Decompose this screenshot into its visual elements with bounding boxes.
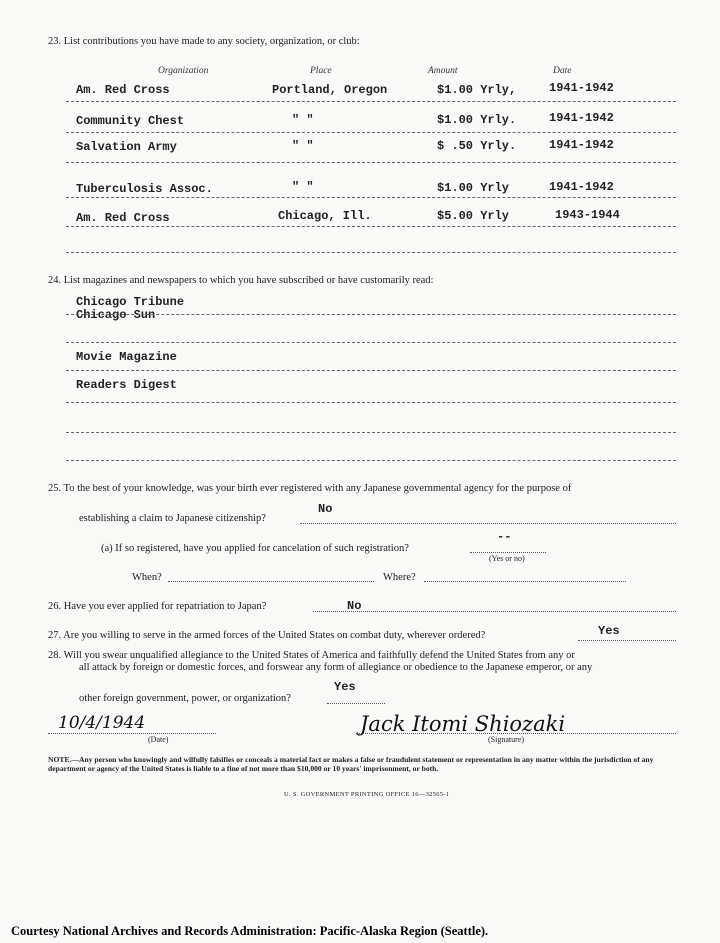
q23-text: 23. List contributions you have made to any society, organization, or club: [48,36,360,47]
magazine-item: Movie Magazine [76,350,177,364]
date-line [48,733,216,734]
rule-line [66,314,676,315]
row-place: Portland, Oregon [272,83,388,97]
q28-text-line2: all attack by foreign or domestic forces, and forswear any form of allegiance or obedience to the Japanese emperor, or any [79,662,593,673]
q25-answer: No [318,502,333,516]
magazine-item: Chicago Sun [76,308,156,322]
q25-text-continued: establishing a claim to Japanese citizenship? [79,513,266,524]
row-date: 1941-1942 [549,180,614,194]
rule-line [66,101,676,102]
rule-line [66,226,676,227]
q28-text-line3: other foreign government, power, or organization? [79,693,291,704]
when-label: When? [132,572,162,583]
row-organization: Am. Red Cross [76,211,170,225]
where-line [424,581,626,582]
row-organization: Tuberculosis Assoc. [76,182,213,196]
rule-line [66,162,676,163]
archive-credit: Courtesy National Archives and Records Administration: Pacific-Alaska Region (Seattle). [11,924,489,938]
q25-text: 25. To the best of your knowledge, was your birth ever registered with any Japanese governmental agency for the purpose of [48,483,572,494]
answer-line [578,640,676,641]
header-date: Date [553,66,572,76]
q28-answer: Yes [334,680,356,694]
magazine-item: Readers Digest [76,378,177,392]
rule-line [66,342,676,343]
date-caption: (Date) [148,735,169,744]
legal-note: NOTE.—Any person who knowingly and wilfully falsifies or conceals a material fact or makes a false or fraudulent statement or representation in any matter within the jurisdiction of any department or agency of the United States is liable to a fine of not more than $10,000 or 10 years' imprisonment, or both. [48,755,654,773]
signature-caption: (Signature) [488,735,524,744]
where-label: Where? [383,572,416,583]
rule-line [66,432,676,433]
printing-office: U. S. GOVERNMENT PRINTING OFFICE 16—32565-1 [284,791,450,798]
row-date: 1941-1942 [549,111,614,125]
rule-line [66,402,676,403]
header-organization: Organization [158,66,209,76]
rule-line [66,460,676,461]
row-amount: $ .50 Yrly. [437,139,517,153]
answer-line [470,552,546,553]
q25a-answer: -- [497,530,512,544]
row-place: Chicago, Ill. [278,209,372,223]
q27-text: 27. Are you willing to serve in the armed forces of the United States on combat duty, wherever ordered? [48,630,486,641]
answer-line [327,703,385,704]
rule-line [66,252,676,253]
row-date: 1941-1942 [549,81,614,95]
row-place: " " [292,180,314,194]
row-place: " " [292,139,314,153]
q26-text: 26. Have you ever applied for repatriation to Japan? [48,601,267,612]
row-organization: Salvation Army [76,140,177,154]
rule-line [66,370,676,371]
q24-text: 24. List magazines and newspapers to which you have subscribed or have customarily read: [48,275,434,286]
rule-line [66,197,676,198]
q28-text-line1: 28. Will you swear unqualified allegiance to the United States of America and faithfully defend the United States from any or [48,650,575,661]
magazine-item: Chicago Tribune [76,295,185,309]
header-place: Place [310,66,332,76]
row-place: " " [292,113,314,127]
rule-line [66,132,676,133]
signed-date: 10/4/1944 [58,713,146,733]
row-amount: $1.00 Yrly, [437,83,517,97]
row-date: 1943-1944 [555,208,620,222]
row-amount: $1.00 Yrly [437,181,510,195]
when-line [168,581,374,582]
header-amount: Amount [428,66,458,76]
signature-line [356,733,676,734]
answer-line [300,523,676,524]
row-amount: $5.00 Yrly [437,209,510,223]
yes-or-no-caption: (Yes or no) [489,554,525,563]
answer-line [313,611,676,612]
q25a-text: (a) If so registered, have you applied for cancelation of such registration? [101,543,409,554]
row-organization: Am. Red Cross [76,83,170,97]
q26-answer: No [347,599,362,613]
row-date: 1941-1942 [549,138,614,152]
q27-answer: Yes [598,624,620,638]
row-amount: $1.00 Yrly. [437,113,517,127]
signature-name: Jack Itomi Shiozaki [360,712,566,736]
row-organization: Community Chest [76,114,185,128]
